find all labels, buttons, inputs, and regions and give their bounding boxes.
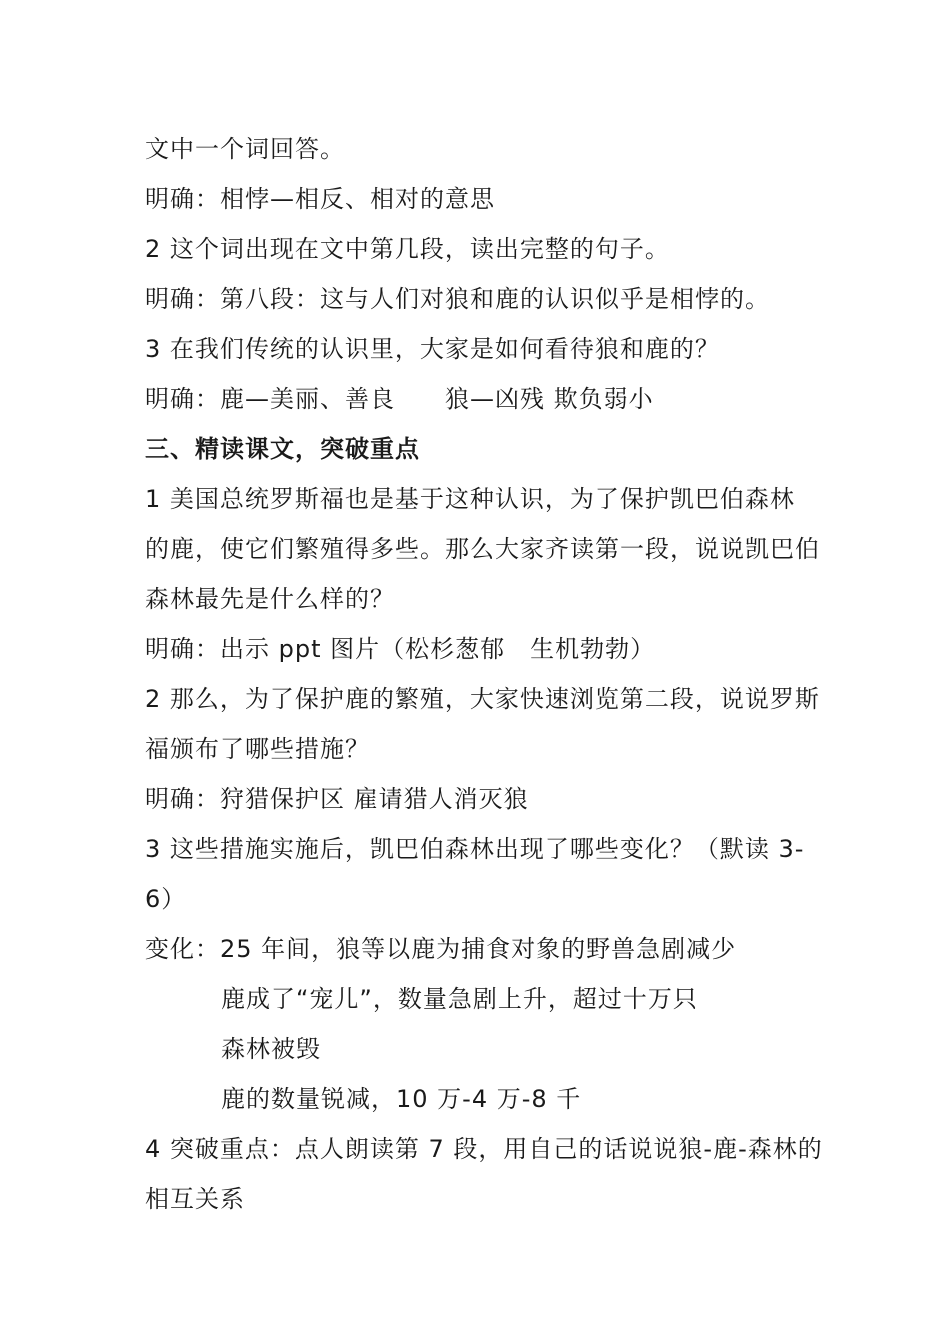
text-line: 明确：狩猎保护区 雇请猎人消灭狼: [145, 785, 529, 813]
text-line: 明确：第八段：这与人们对狼和鹿的认识似乎是相悖的。: [145, 285, 770, 313]
text-line: 明确：鹿—美丽、善良 狼—凶残 欺负弱小: [145, 385, 654, 413]
text-line: 变化：25 年间，狼等以鹿为捕食对象的野兽急剧减少: [145, 935, 737, 963]
text-line: 森林被毁: [221, 1035, 321, 1063]
text-line: 2 那么，为了保护鹿的繁殖，大家快速浏览第二段，说说罗斯: [145, 685, 820, 713]
section-heading: 三、精读课文，突破重点: [145, 435, 420, 463]
text-line: 3 在我们传统的认识里，大家是如何看待狼和鹿的？: [145, 335, 720, 363]
text-line: 4 突破重点：点人朗读第 7 段，用自己的话说说狼-鹿-森林的: [145, 1135, 823, 1163]
text-line: 3 这些措施实施后，凯巴伯森林出现了哪些变化？（默读 3-: [145, 835, 805, 863]
text-line: 6）: [145, 885, 187, 913]
text-line: 的鹿，使它们繁殖得多些。那么大家齐读第一段，说说凯巴伯: [145, 535, 820, 563]
text-line: 文中一个词回答。: [145, 135, 345, 163]
text-line: 鹿成了“宠儿”，数量急剧上升，超过十万只: [221, 985, 698, 1013]
text-line: 明确：出示 ppt 图片（松杉葱郁 生机勃勃）: [145, 635, 656, 663]
text-line: 明确：相悖—相反、相对的意思: [145, 185, 495, 213]
text-line: 1 美国总统罗斯福也是基于这种认识，为了保护凯巴伯森林: [145, 485, 795, 513]
text-line: 相互关系: [145, 1185, 245, 1213]
text-line: 鹿的数量锐减，10 万-4 万-8 千: [221, 1085, 582, 1113]
text-line: 森林最先是什么样的？: [145, 585, 395, 613]
text-line: 福颁布了哪些措施？: [145, 735, 370, 763]
text-line: 2 这个词出现在文中第几段，读出完整的句子。: [145, 235, 670, 263]
